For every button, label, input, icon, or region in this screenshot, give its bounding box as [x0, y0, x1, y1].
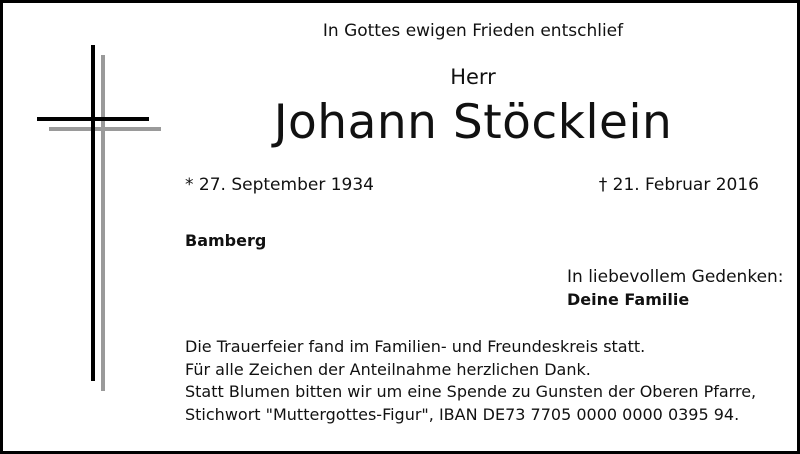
honorific: Herr — [450, 65, 496, 89]
closing-line: Für alle Zeichen der Anteilnahme herzlichen Dank. — [185, 359, 591, 379]
place-name: Bamberg — [185, 231, 267, 250]
birth-date: * 27. September 1934 — [185, 175, 374, 195]
cross-icon — [3, 3, 173, 403]
closing-line: Stichwort "Muttergottes-Figur", IBAN DE73 7705 0000 0000 0395 94. — [185, 404, 740, 424]
death-date: † 21. Februar 2016 — [598, 175, 759, 195]
memory-line: In liebevollem Gedenken: — [567, 267, 784, 287]
family-signature: Deine Familie — [567, 290, 690, 309]
closing-text — [185, 336, 756, 426]
deceased-name: Johann Stöcklein — [273, 95, 673, 150]
closing-line: Statt Blumen bitten wir um eine Spende zu Gunsten der Oberen Pfarre, — [185, 382, 757, 401]
closing-line: Die Trauerfeier fand im Familien- und Freundeskreis statt. — [185, 337, 646, 356]
intro-text: In Gottes ewigen Frieden entschlief — [322, 21, 624, 41]
